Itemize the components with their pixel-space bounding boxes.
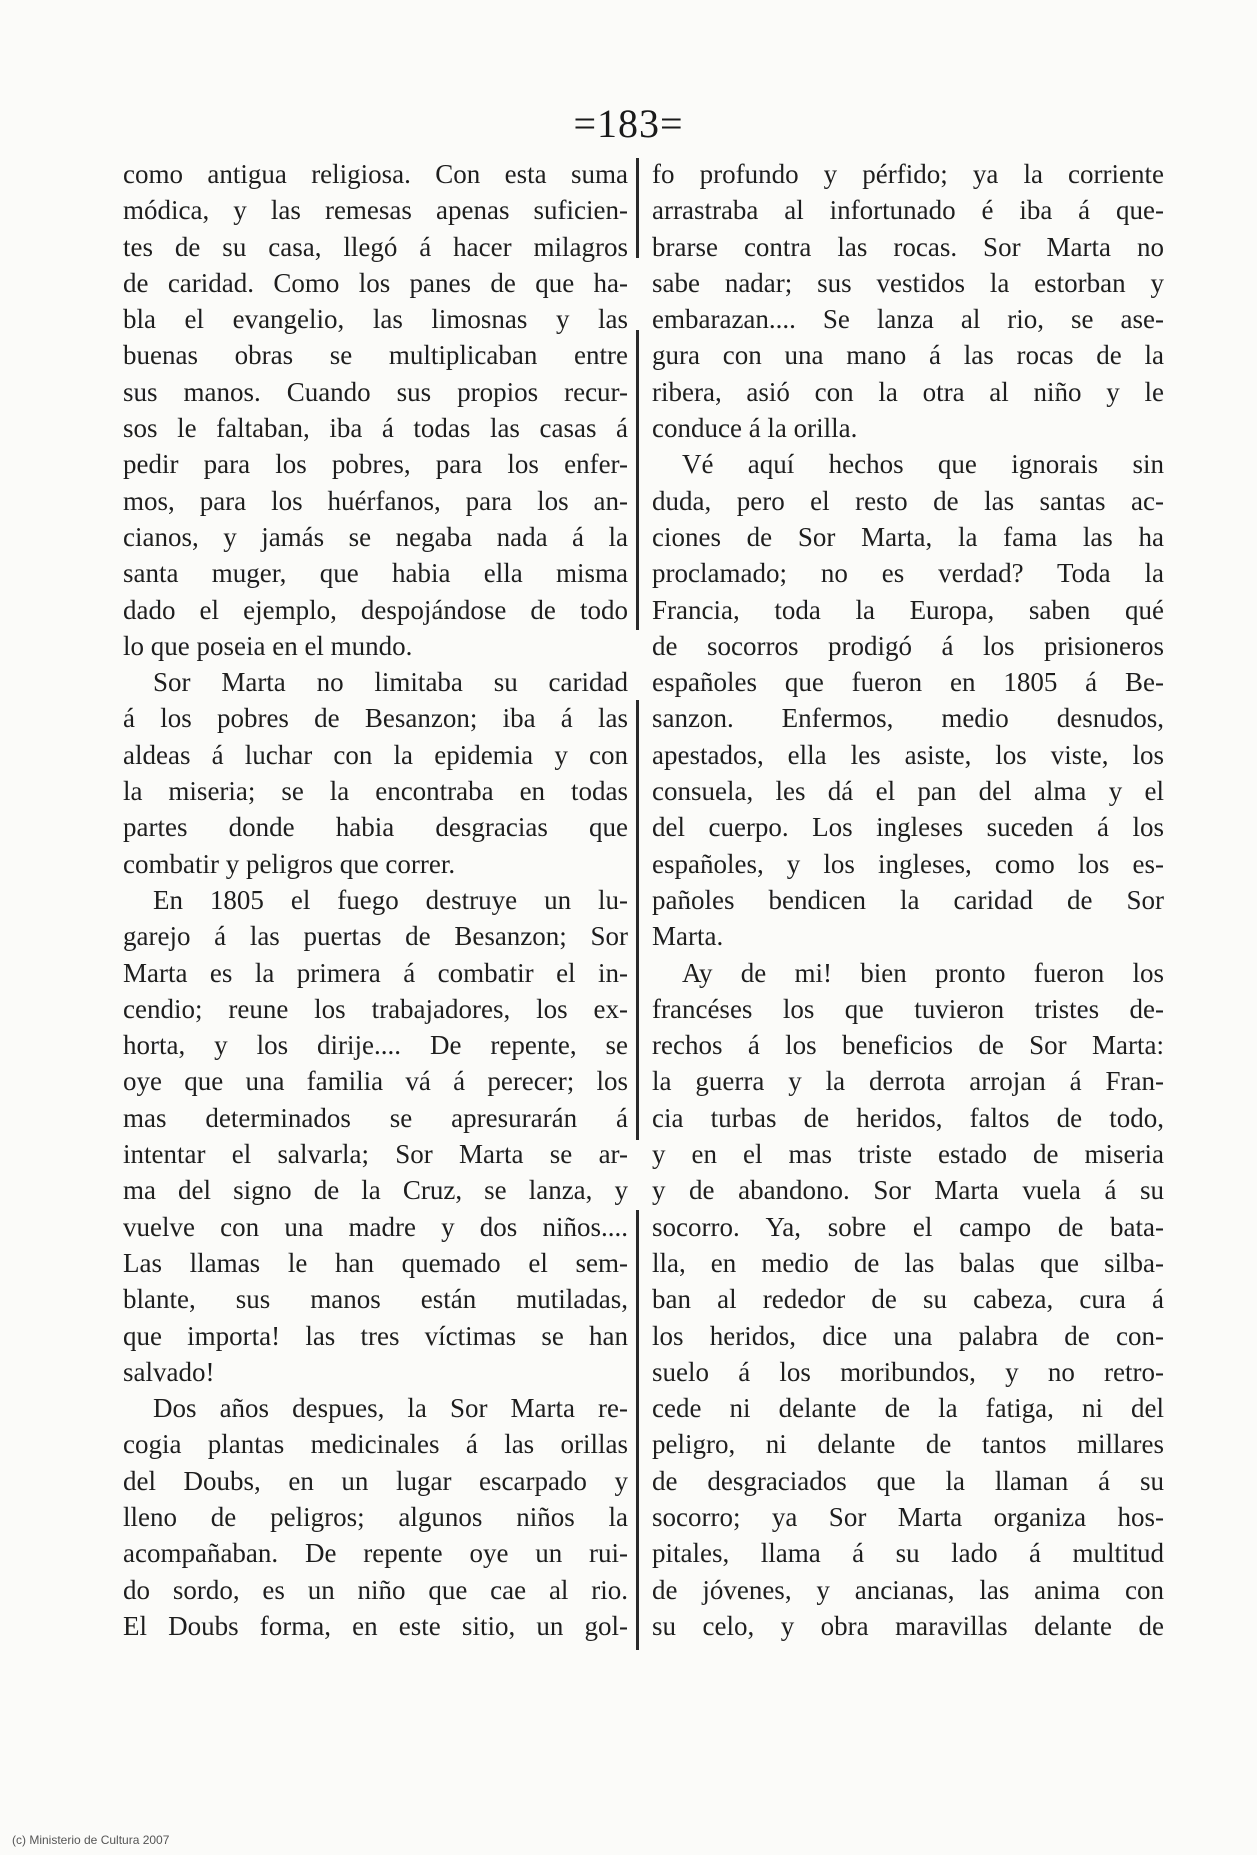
text-line: socorro. Ya, sobre el campo de bata- xyxy=(652,1211,1164,1242)
text-line: santa muger, que habia ella misma xyxy=(123,558,628,589)
text-line: los heridos, dice una palabra de con- xyxy=(652,1320,1164,1351)
page-number: =183= xyxy=(573,101,684,146)
left-text-column xyxy=(123,156,628,1644)
text-line: horta, y los dirije.... De repente, se xyxy=(123,1030,628,1061)
text-line: como antigua religiosa. Con esta suma xyxy=(123,159,628,189)
text-line: suelo á los moribundos, y no retro- xyxy=(652,1356,1164,1387)
text-line: aldeas á luchar con la epidemia y con xyxy=(123,739,628,770)
text-line: Vé aquí hechos que ignorais sin xyxy=(682,449,1164,480)
text-line: Las llamas le han quemado el sem- xyxy=(123,1247,628,1278)
text-line: la miseria; se la encontraba en todas xyxy=(123,776,628,807)
text-line: su celo, y obra maravillas delante de xyxy=(652,1610,1164,1641)
text-line: lo que poseia en el mundo. xyxy=(123,630,413,661)
text-line: á los pobres de Besanzon; iba á las xyxy=(123,703,628,734)
column-rule xyxy=(636,1210,639,1650)
text-line: cede ni delante de la fatiga, ni del xyxy=(652,1393,1164,1424)
text-line: cia turbas de heridos, faltos de todo, xyxy=(652,1102,1164,1133)
text-line: pedir para los pobres, para los enfer- xyxy=(123,449,628,480)
text-line: pañoles bendicen la caridad de Sor xyxy=(652,884,1164,915)
text-line: consuela, les dá el pan del alma y el xyxy=(652,776,1164,807)
text-line: mos, para los huérfanos, para los an- xyxy=(123,485,628,516)
text-line: lla, en medio de las balas que silba- xyxy=(652,1247,1164,1278)
text-line: Dos años despues, la Sor Marta re- xyxy=(153,1393,628,1424)
text-line: de socorros prodigó á los prisioneros xyxy=(652,630,1164,661)
text-line: intentar el salvarla; Sor Marta se ar- xyxy=(123,1139,628,1170)
text-line: del Doubs, en un lugar escarpado y xyxy=(123,1465,628,1496)
text-line: partes donde habia desgracias que xyxy=(123,812,628,843)
text-line: dado el ejemplo, despojándose de todo xyxy=(123,594,628,625)
text-line: garejo á las puertas de Besanzon; Sor xyxy=(123,921,628,952)
text-line: gura con una mano á las rocas de la xyxy=(652,340,1164,371)
text-line: españoles, y los ingleses, como los es- xyxy=(652,848,1164,879)
column-rule xyxy=(636,330,639,630)
text-line: y en el mas triste estado de miseria xyxy=(652,1139,1164,1170)
text-line: de caridad. Como los panes de que ha- xyxy=(123,267,628,298)
text-line: Ay de mi! bien pronto fueron los xyxy=(682,957,1164,988)
text-line: fo profundo y pérfido; ya la corriente xyxy=(652,159,1164,189)
text-line: embarazan.... Se lanza al rio, se ase- xyxy=(652,304,1164,335)
text-line: bla el evangelio, las limosnas y las xyxy=(123,304,628,335)
text-line: ribera, asió con la otra al niño y le xyxy=(652,376,1164,407)
text-line: Marta es la primera á combatir el in- xyxy=(123,957,628,988)
text-line: combatir y peligros que correr. xyxy=(123,848,456,879)
text-line: del cuerpo. Los ingleses suceden á los xyxy=(652,812,1164,843)
text-line: acompañaban. De repente oye un rui- xyxy=(123,1538,628,1569)
text-line: peligro, ni delante de tantos millares xyxy=(652,1429,1164,1460)
copyright-notice: (c) Ministerio de Cultura 2007 xyxy=(12,1833,170,1847)
text-line: francéses los que tuvieron tristes de- xyxy=(652,993,1164,1024)
text-line: ban al rededor de su cabeza, cura á xyxy=(652,1284,1164,1315)
column-rule xyxy=(636,700,639,1140)
text-line: salvado! xyxy=(123,1356,215,1387)
text-line: la guerra y la derrota arrojan á Fran- xyxy=(652,1066,1164,1097)
text-line: arrastraba al infortunado é iba á que- xyxy=(652,195,1164,226)
text-line: españoles que fueron en 1805 á Be- xyxy=(652,667,1164,698)
text-line: sus manos. Cuando sus propios recur- xyxy=(123,376,628,407)
text-line: conduce á la orilla. xyxy=(652,413,858,444)
text-line: El Doubs forma, en este sitio, un gol- xyxy=(123,1610,628,1641)
text-line: tes de su casa, llegó á hacer milagros xyxy=(123,231,628,262)
text-line: cendio; reune los trabajadores, los ex- xyxy=(123,993,628,1024)
text-line: de jóvenes, y ancianas, las anima con xyxy=(652,1574,1164,1605)
text-line: blante, sus manos están mutiladas, xyxy=(123,1284,628,1315)
text-line: ma del signo de la Cruz, se lanza, y xyxy=(123,1175,628,1206)
text-line: buenas obras se multiplicaban entre xyxy=(123,340,628,371)
text-line: vuelve con una madre y dos niños.... xyxy=(123,1211,628,1242)
text-line: cogia plantas medicinales á las orillas xyxy=(123,1429,628,1460)
text-line: oye que una familia vá á perecer; los xyxy=(123,1066,628,1097)
text-line: ciones de Sor Marta, la fama las ha xyxy=(652,521,1164,552)
text-line: sos le faltaban, iba á todas las casas á xyxy=(123,413,628,444)
column-rule xyxy=(636,158,639,258)
text-line: módica, y las remesas apenas suficien- xyxy=(123,195,628,226)
right-text-column xyxy=(652,156,1164,1644)
text-line: pitales, llama á su lado á multitud xyxy=(652,1538,1164,1569)
text-line: rechos á los beneficios de Sor Marta: xyxy=(652,1030,1164,1061)
text-line: lleno de peligros; algunos niños la xyxy=(123,1501,628,1532)
text-line: mas determinados se apresurarán á xyxy=(123,1102,628,1133)
text-line: socorro; ya Sor Marta organiza hos- xyxy=(652,1501,1164,1532)
text-line: Francia, toda la Europa, saben qué xyxy=(652,594,1164,625)
text-line: proclamado; no es verdad? Toda la xyxy=(652,558,1164,589)
text-line: duda, pero el resto de las santas ac- xyxy=(652,485,1164,516)
text-line: sabe nadar; sus vestidos la estorban y xyxy=(652,267,1164,298)
text-line: y de abandono. Sor Marta vuela á su xyxy=(652,1175,1164,1206)
text-line: brarse contra las rocas. Sor Marta no xyxy=(652,231,1164,262)
text-line: de desgraciados que la llaman á su xyxy=(652,1465,1164,1496)
text-line: cianos, y jamás se negaba nada á la xyxy=(123,521,628,552)
text-line: En 1805 el fuego destruye un lu- xyxy=(153,884,628,915)
text-line: Marta. xyxy=(652,921,724,952)
text-line: apestados, ella les asiste, los viste, los xyxy=(652,739,1164,770)
text-line: sanzon. Enfermos, medio desnudos, xyxy=(652,703,1164,734)
text-line: Sor Marta no limitaba su caridad xyxy=(153,667,628,698)
text-line: que importa! las tres víctimas se han xyxy=(123,1320,628,1351)
text-line: do sordo, es un niño que cae al rio. xyxy=(123,1574,628,1605)
